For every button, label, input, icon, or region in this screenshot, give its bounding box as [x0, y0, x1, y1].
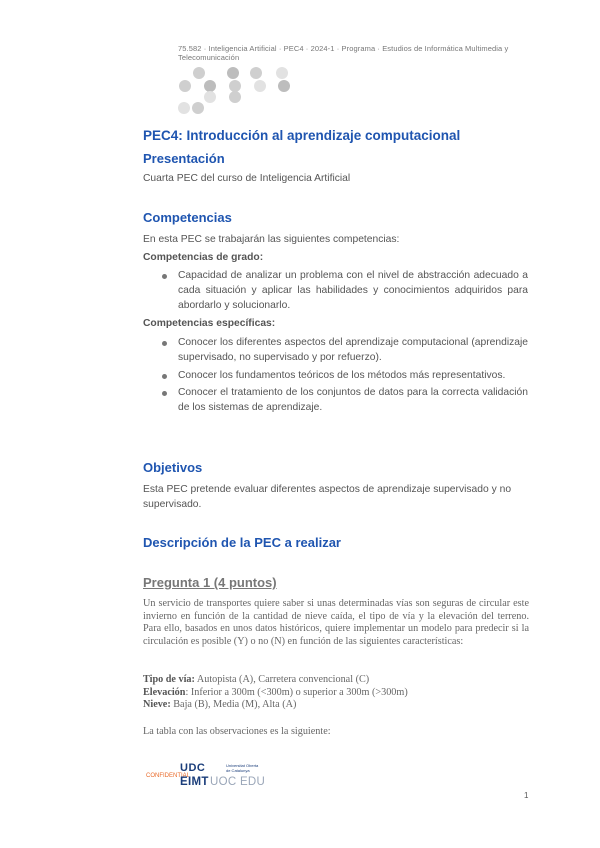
pregunta-1-text: Un servicio de transportes quiere saber si unas determinadas vías son seguras de circular este invierno en función de la cantidad de nieve caída, el tipo de vía y la elevación del terreno. Para ello, basados en unos datos históricos, quiere implementar un modelo para predecir si la circulación es posible (Y) o no (N) en función de las siguientes características: [143, 598, 529, 647]
uoc-dots-logo [177, 67, 297, 117]
objetivos-heading: Objetivos [143, 460, 203, 475]
table-intro: La tabla con las observaciones es la siguiente: [143, 726, 331, 737]
page-number: 1 [524, 791, 529, 800]
list-item: Conocer los fundamentos teóricos de los métodos más representativos. [160, 369, 528, 384]
competencias-especificas-label: Competencias específicas: [143, 318, 276, 329]
presentation-text: Cuarta PEC del curso de Inteligencia Artificial [143, 173, 351, 184]
attribute-elevacion: Elevación: Inferior a 300m (<300m) o superior a 300m (>300m) [143, 686, 408, 698]
objetivos-text: Esta PEC pretende evaluar diferentes aspectos de aprendizaje supervisado y no supervisado. [143, 484, 512, 510]
pregunta-1-attributes [143, 674, 529, 712]
document-title: PEC4: Introducción al aprendizaje computacional [143, 128, 461, 143]
attribute-nieve: Nieve: Baja (B), Media (M), Alta (A) [143, 699, 297, 711]
competencias-heading: Competencias [143, 210, 232, 225]
eimt-logo-subtitle: UOC EDU [210, 776, 266, 788]
competencias-intro: En esta PEC se trabajarán las siguientes competencias: [143, 234, 400, 245]
competencias-especificas-list [160, 336, 528, 419]
competencias-grado-label: Competencias de grado: [143, 252, 264, 263]
descripcion-heading: Descripción de la PEC a realizar [143, 535, 341, 550]
pregunta-1-title: Pregunta 1 (4 puntos) [143, 575, 277, 590]
list-item: Conocer el tratamiento de los conjuntos de datos para la correcta validación de los sistemas de aprendizaje. [160, 386, 528, 416]
presentation-heading: Presentación [143, 151, 225, 166]
confidential-mark: CONFIDENTIAL [146, 773, 191, 779]
list-item: Conocer los diferentes aspectos del aprendizaje computacional (aprendizaje supervisado, no supervisado y por refuerzo). [160, 336, 528, 366]
header-line-2: Telecomunicación [178, 53, 240, 62]
eimt-logo: EIMT [180, 776, 209, 788]
header-line-1: 75.582 · Inteligencia Artificial · PEC4 · 2024-1 · Programa · Estudios de Informática Multimedia y [178, 44, 509, 53]
competencias-grado-list [160, 269, 528, 316]
attribute-tipo-via: Tipo de vía: Autopista (A), Carretera convencional (C) [143, 674, 370, 685]
running-header [178, 44, 538, 62]
list-item: Capacidad de analizar un problema con el nivel de abstracción adecuado a cada situación y aplicar las habilidades y conocimientos adquiridos para abordarlo y solucionarlo. [160, 269, 528, 313]
udc-logo: UDC [180, 762, 206, 774]
udc-logo-subtitle: Universitat Oberta de Catalunya [226, 763, 259, 773]
